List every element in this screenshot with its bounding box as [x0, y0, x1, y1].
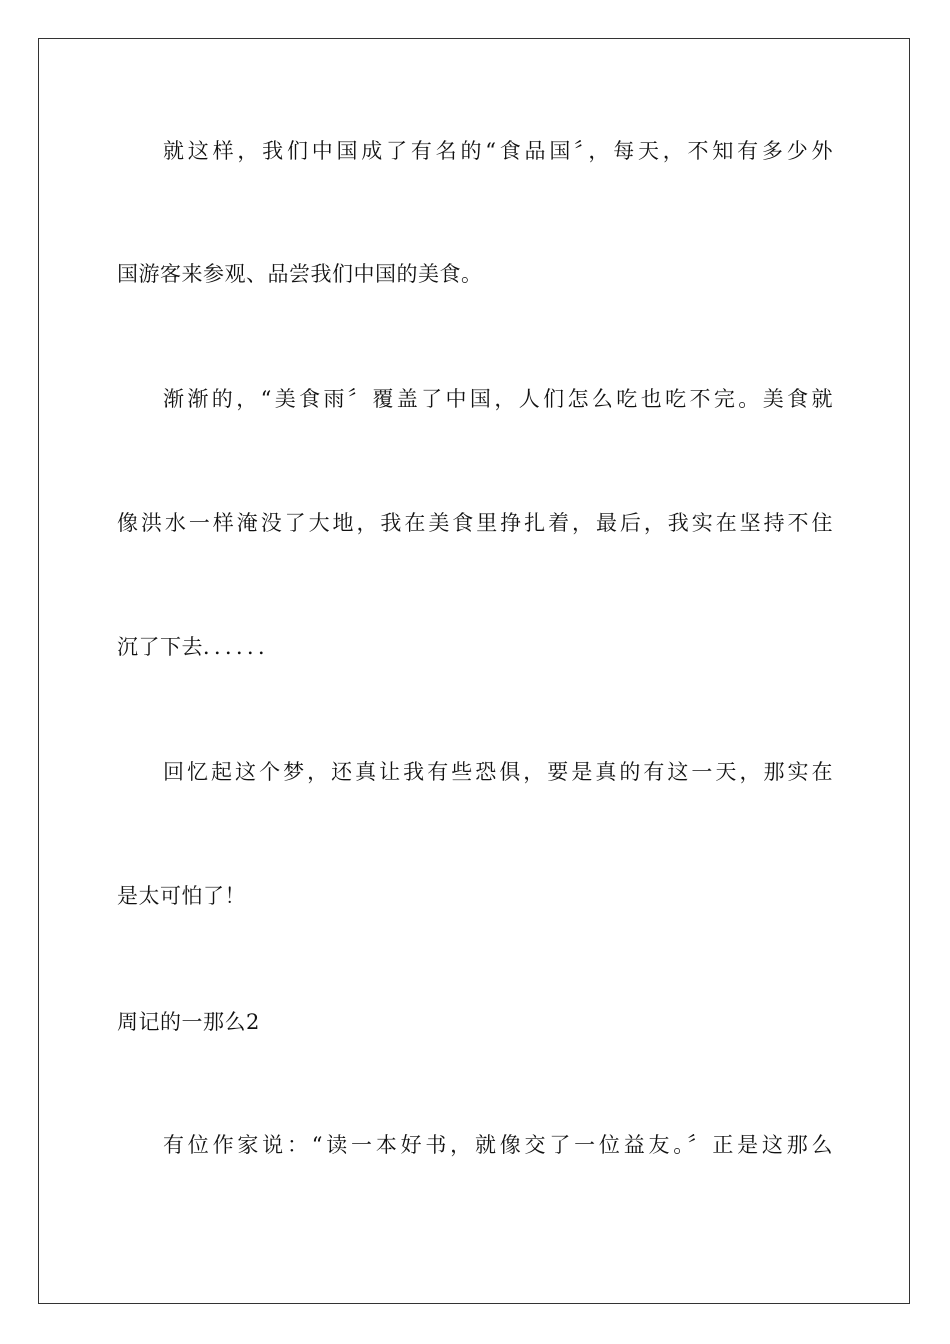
paragraph-2-line-2: 像洪水一样淹没了大地，我在美食里挣扎着，最后，我实在坚持不住 — [117, 511, 833, 535]
paragraph-1-line-2: 国游客来参观、品尝我们中国的美食。 — [117, 262, 483, 286]
paragraph-3-line-1: 回忆起这个梦，还真让我有些恐俱，要是真的有这一天，那实在 — [163, 760, 833, 784]
paragraph-1-line-1: 就这样，我们中国成了有名的“食品国〞，每天，不知有多少外 — [163, 139, 833, 163]
paragraph-3-line-2: 是太可怕了！ — [117, 884, 246, 908]
paragraph-2-line-1: 渐渐的，“美食雨〞覆盖了中国，人们怎么吃也吃不完。美食就 — [163, 387, 833, 411]
page-frame — [38, 38, 910, 1304]
paragraph-4-line-1: 有位作家说：“读一本好书，就像交了一位益友。〞正是这那么 — [163, 1133, 833, 1157]
section-heading: 周记的一那么2 — [117, 1010, 260, 1034]
paragraph-2-line-3: 沉了下去．．．．．． — [117, 635, 280, 659]
